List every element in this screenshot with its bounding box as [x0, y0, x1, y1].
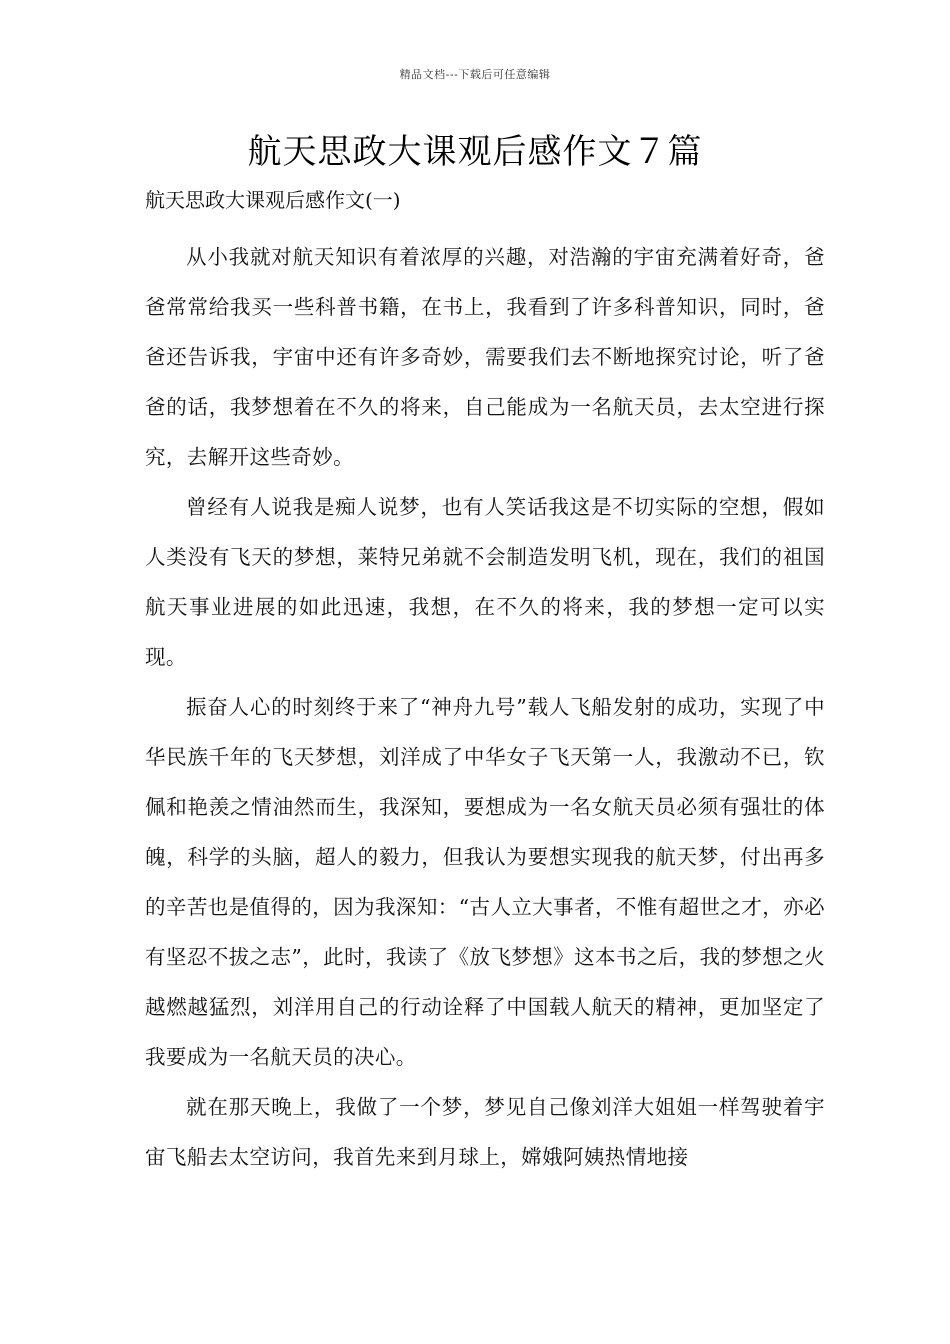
paragraph: 就在那天晚上，我做了一个梦，梦见自己像刘洋大姐姐一样驾驶着宇宙飞船去太空访问，我首先来到月球上，嫦娥阿姨热情地接 [145, 1095, 825, 1169]
paragraph: 从小我就对航天知识有着浓厚的兴趣，对浩瀚的宇宙充满着好奇，爸爸常常给我买一些科普书籍，在书上，我看到了许多科普知识，同时，爸爸还告诉我，宇宙中还有许多奇妙，需要我们去不断地探究讨论，听了爸爸的话，我梦想着在不久的将来，自己能成为一名航天员，去太空进行探究，去解开这些奇妙。 [145, 245, 825, 469]
paragraph: 振奋人心的时刻终于来了“神舟九号”载人飞船发射的成功，实现了中华民族千年的飞天梦想，刘洋成了中华女子飞天第一人，我激动不已，钦佩和艳羡之情油然而生，我深知，要想成为一名女航天员必须有强壮的体魄，科学的头脑，超人的毅力，但我认为要想实现我的航天梦，付出再多的辛苦也是值得的，因为我深知：“古人立大事者，不惟有超世之才，亦必有坚忍不拔之志”，此时，我读了《放飞梦想》这本书之后，我的梦想之火越燃越猛烈，刘洋用自己的行动诠释了中国载人航天的精神，更加坚定了我要成为一名航天员的决心。 [145, 695, 825, 1069]
document-title: 航天思政大课观后感作文７篇 [247, 132, 703, 172]
header-note: 精品文档---下载后可任意编辑 [399, 68, 551, 81]
body-text [145, 232, 825, 1182]
section-subtitle: 航天思政大课观后感作文(一) [145, 188, 401, 212]
paragraph: 曾经有人说我是痴人说梦，也有人笑话我这是不切实际的空想，假如人类没有飞天的梦想，莱特兄弟就不会制造发明飞机，现在，我们的祖国航天事业进展的如此迅速，我想，在不久的将来，我的梦想一定可以实现。 [145, 495, 825, 669]
